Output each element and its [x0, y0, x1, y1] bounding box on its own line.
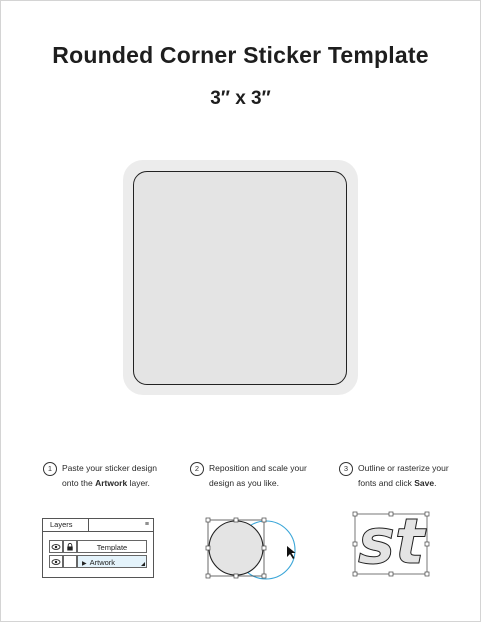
lock-slot-empty[interactable] [63, 555, 77, 568]
layer-row-template[interactable] [49, 540, 147, 553]
divider [81, 531, 153, 532]
step-text-line: fonts and click Save. [358, 478, 437, 488]
step-text [209, 461, 334, 491]
step-text [358, 461, 481, 491]
layer-name: Artwork [89, 558, 116, 567]
step-number-badge: 2 [190, 462, 204, 476]
layers-panel[interactable] [42, 518, 154, 578]
triangle-right-icon[interactable]: ▶ [82, 561, 87, 567]
step-text-line: Reposition and scale your [209, 463, 307, 473]
step-text-line: Paste your sticker design [62, 463, 157, 473]
outline-text-illustration [352, 505, 432, 578]
eye-icon[interactable] [49, 555, 63, 568]
step-number-badge: 1 [43, 462, 57, 476]
eye-icon[interactable] [49, 540, 63, 553]
step-text-line: onto the Artwork layer. [62, 478, 150, 488]
page-subtitle: 3″ x 3″ [210, 88, 271, 109]
sticker-cut-line[interactable] [133, 171, 347, 385]
selected-corner-icon [141, 562, 145, 566]
outlined-text: st [358, 505, 425, 578]
layer-row-artwork[interactable] [49, 555, 147, 568]
layers-tab[interactable]: Layers [43, 519, 89, 532]
sticker-circle [209, 521, 263, 575]
step-text-line: design as you like. [209, 478, 279, 488]
menu-icon[interactable]: ≡ [144, 521, 149, 528]
lock-icon[interactable] [63, 540, 77, 553]
step-text-line: Outline or rasterize your [358, 463, 449, 473]
step-number-badge: 3 [339, 462, 353, 476]
layer-name-cell[interactable] [77, 555, 147, 568]
layer-name[interactable]: Template [77, 540, 147, 553]
reposition-illustration [202, 510, 302, 582]
page-title: Rounded Corner Sticker Template [52, 42, 429, 68]
step-text [62, 461, 187, 491]
